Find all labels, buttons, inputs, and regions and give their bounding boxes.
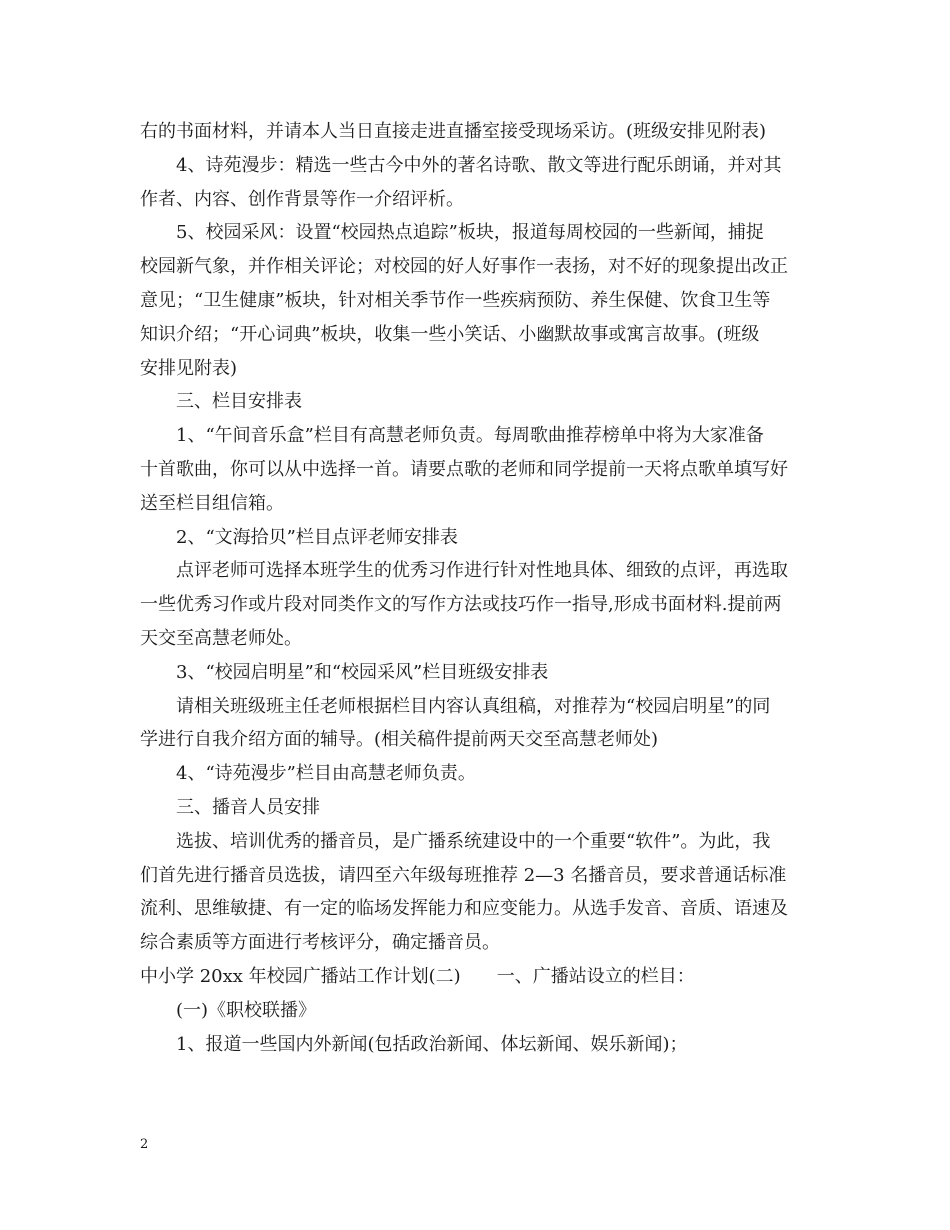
text-line: 十首歌曲，你可以从中选择一首。请要点歌的老师和同学提前一天将点歌单填写好 xyxy=(140,458,788,480)
text-line: 作者、内容、创作背景等作一介绍评析。 xyxy=(140,188,464,210)
text-line: 三、播音人员安排 xyxy=(176,796,320,818)
page-number: 2 xyxy=(140,1137,149,1152)
text-line: 请相关班级班主任老师根据栏目内容认真组稿，对推荐为“校园启明星”的同 xyxy=(176,695,771,717)
text-line: 校园新气象，并作相关评论；对校园的好人好事作一表扬，对不好的现象提出改正 xyxy=(140,256,788,278)
text-line: 选拔、培训优秀的播音员，是广播系统建设中的一个重要“软件”。为此，我 xyxy=(176,830,771,852)
text-line: 流利、思维敏捷、有一定的临场发挥能力和应变能力。从选手发音、音质、语速及 xyxy=(140,898,788,920)
text-line: (一)《职校联播》 xyxy=(176,999,317,1021)
text-line: 3、“校园启明星”和“校园采风”栏目班级安排表 xyxy=(176,661,549,683)
text-line: 右的书面材料，并请本人当日直接走进直播室接受现场采访。(班级安排见附表) xyxy=(140,121,767,142)
text-line: 安排见附表) xyxy=(140,357,238,379)
text-line: 们首先进行播音员选拔，请四至六年级每班推荐 2—3 名播音员，要求普通话标准 xyxy=(140,864,787,886)
text-line: 1、“午间音乐盒”栏目有高慧老师负责。每周歌曲推荐榜单中将为大家准备 xyxy=(176,425,764,447)
text-line: 点评老师可选择本班学生的优秀习作进行针对性地具体、细致的点评，再选取 xyxy=(176,560,788,582)
text-line: 5、校园采风：设置“校园热点追踪”板块，报道每周校园的一些新闻，捕捉 xyxy=(176,222,764,244)
text-line: 学进行自我介绍方面的辅导。(相关稿件提前两天交至高慧老师处) xyxy=(140,729,659,751)
text-line: 4、诗苑漫步：精选一些古今中外的著名诗歌、散文等进行配乐朗诵，并对其 xyxy=(176,154,782,176)
text-line: 中小学 20xx 年校园广播站工作计划(二) 一、广播站设立的栏目： xyxy=(140,965,695,987)
text-line: 天交至高慧老师处。 xyxy=(140,627,302,649)
text-line: 2、“文海拾贝”栏目点评老师安排表 xyxy=(176,526,458,548)
text-line: 知识介绍；“开心词典”板块，收集一些小笑话、小幽默故事或寓言故事。(班级 xyxy=(140,323,760,345)
text-line: 1、报道一些国内外新闻(包括政治新闻、体坛新闻、娱乐新闻)； xyxy=(176,1033,688,1055)
text-line: 综合素质等方面进行考核评分，确定播音员。 xyxy=(140,932,500,954)
text-line: 一些优秀习作或片段对同类作文的写作方法或技巧作一指导,形成书面材料.提前两 xyxy=(140,594,782,616)
text-line: 送至栏目组信箱。 xyxy=(140,492,284,514)
text-line: 三、栏目安排表 xyxy=(176,391,302,413)
text-line: 4、“诗苑漫步”栏目由高慧老师负责。 xyxy=(176,763,476,785)
document-body xyxy=(140,115,820,1061)
text-line: 意见；“卫生健康”板块，针对相关季节作一些疾病预防、养生保健、饮食卫生等 xyxy=(140,289,771,311)
